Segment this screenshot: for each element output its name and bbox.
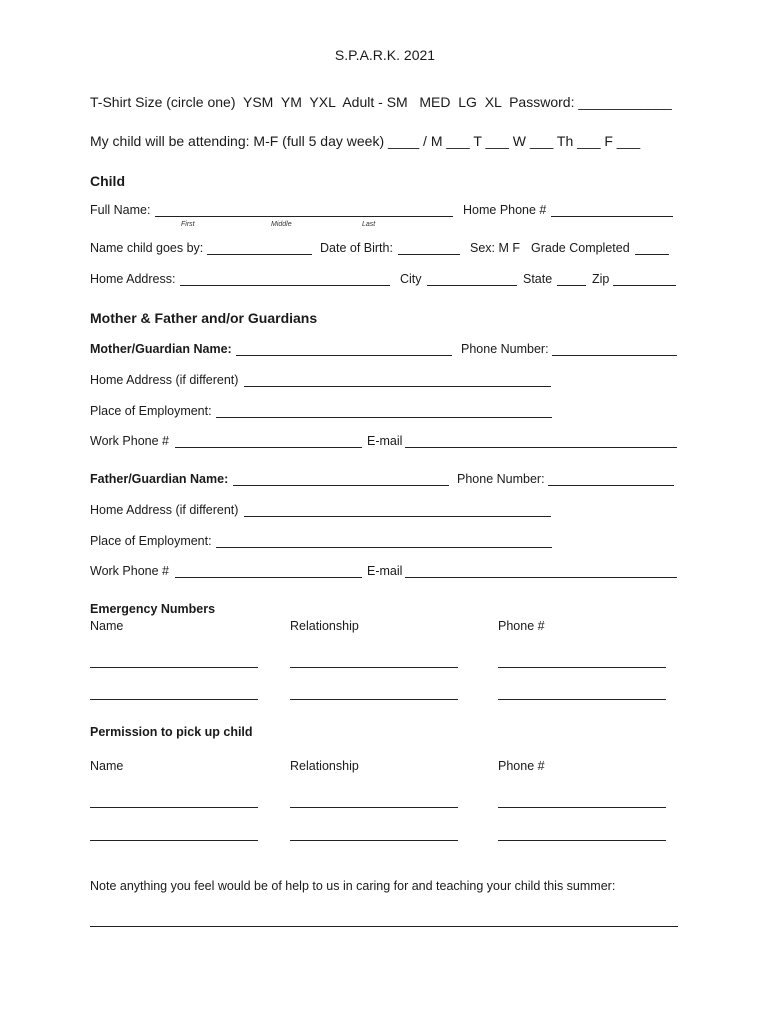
father-employment-field[interactable] (216, 547, 552, 548)
mother-email-label: E-mail (367, 434, 403, 448)
zip-label: Zip (592, 272, 610, 286)
name-hint-first: First (181, 221, 195, 228)
full-name-field[interactable] (155, 216, 453, 217)
note-field[interactable] (90, 926, 678, 927)
pickup-phone-field[interactable] (498, 840, 666, 841)
father-address-field[interactable] (244, 516, 551, 517)
pickup-name-field[interactable] (90, 807, 258, 808)
attendance-line: My child will be attending: M-F (full 5 day week) ____ / M ___ T ___ W ___ Th ___ F ___ (90, 133, 641, 149)
tshirt-size-line: T-Shirt Size (circle one) YSM YM YXL Adult - SM MED LG XL Password: ____________ (90, 94, 672, 110)
pickup-relationship-field[interactable] (290, 840, 458, 841)
emergency-relationship-field[interactable] (290, 667, 458, 668)
home-address-label: Home Address: (90, 272, 176, 286)
dob-label: Date of Birth: (320, 241, 393, 255)
form-title: S.P.A.R.K. 2021 (334, 47, 436, 63)
home-address-field[interactable] (180, 285, 390, 286)
father-name-label: Father/Guardian Name: (90, 472, 229, 486)
mother-work-phone-label: Work Phone # (90, 434, 169, 448)
emergency-name-field[interactable] (90, 699, 258, 700)
note-label: Note anything you feel would be of help to us in caring for and teaching your child this summer: (90, 879, 616, 893)
name-hint-last: Last (362, 221, 376, 228)
home-phone-label: Home Phone # (463, 203, 547, 217)
sex-label: Sex: M F (470, 241, 521, 255)
child-heading: Child (90, 173, 125, 189)
full-name-label: Full Name: (90, 203, 151, 217)
father-employment-label: Place of Employment: (90, 534, 212, 548)
mother-name-label: Mother/Guardian Name: (90, 342, 232, 356)
name-goes-by-field[interactable] (207, 254, 312, 255)
father-phone-field[interactable] (548, 485, 674, 486)
name-hint-middle: Middle (271, 221, 292, 228)
pickup-relationship-field[interactable] (290, 807, 458, 808)
mother-employment-field[interactable] (216, 417, 552, 418)
mother-work-phone-field[interactable] (175, 447, 362, 448)
pickup-col-name: Name (90, 759, 124, 773)
emergency-phone-field[interactable] (498, 667, 666, 668)
emergency-heading: Emergency Numbers (90, 602, 216, 616)
mother-address-field[interactable] (244, 386, 551, 387)
mother-address-label: Home Address (if different) (90, 373, 239, 387)
city-label: City (400, 272, 422, 286)
emergency-col-phone: Phone # (498, 619, 545, 633)
state-field[interactable] (557, 285, 586, 286)
pickup-col-relationship: Relationship (290, 759, 359, 773)
mother-employment-label: Place of Employment: (90, 404, 212, 418)
emergency-relationship-field[interactable] (290, 699, 458, 700)
dob-field[interactable] (398, 254, 460, 255)
grade-completed-field[interactable] (635, 254, 669, 255)
state-label: State (523, 272, 553, 286)
mother-name-field[interactable] (236, 355, 452, 356)
father-phone-label: Phone Number: (457, 472, 545, 486)
pickup-name-field[interactable] (90, 840, 258, 841)
father-address-label: Home Address (if different) (90, 503, 239, 517)
parents-heading: Mother & Father and/or Guardians (90, 310, 318, 326)
city-field[interactable] (427, 285, 517, 286)
zip-field[interactable] (613, 285, 676, 286)
pickup-heading: Permission to pick up child (90, 725, 253, 739)
emergency-col-name: Name (90, 619, 124, 633)
pickup-col-phone: Phone # (498, 759, 545, 773)
mother-phone-field[interactable] (552, 355, 677, 356)
home-phone-field[interactable] (551, 216, 673, 217)
father-name-field[interactable] (233, 485, 449, 486)
emergency-name-field[interactable] (90, 667, 258, 668)
father-email-field[interactable] (405, 577, 677, 578)
mother-phone-label: Phone Number: (461, 342, 549, 356)
emergency-phone-field[interactable] (498, 699, 666, 700)
name-goes-by-label: Name child goes by: (90, 241, 204, 255)
grade-completed-label: Grade Completed (531, 241, 630, 255)
emergency-col-relationship: Relationship (290, 619, 359, 633)
father-work-phone-label: Work Phone # (90, 564, 169, 578)
father-email-label: E-mail (367, 564, 403, 578)
father-work-phone-field[interactable] (175, 577, 362, 578)
mother-email-field[interactable] (405, 447, 677, 448)
pickup-phone-field[interactable] (498, 807, 666, 808)
